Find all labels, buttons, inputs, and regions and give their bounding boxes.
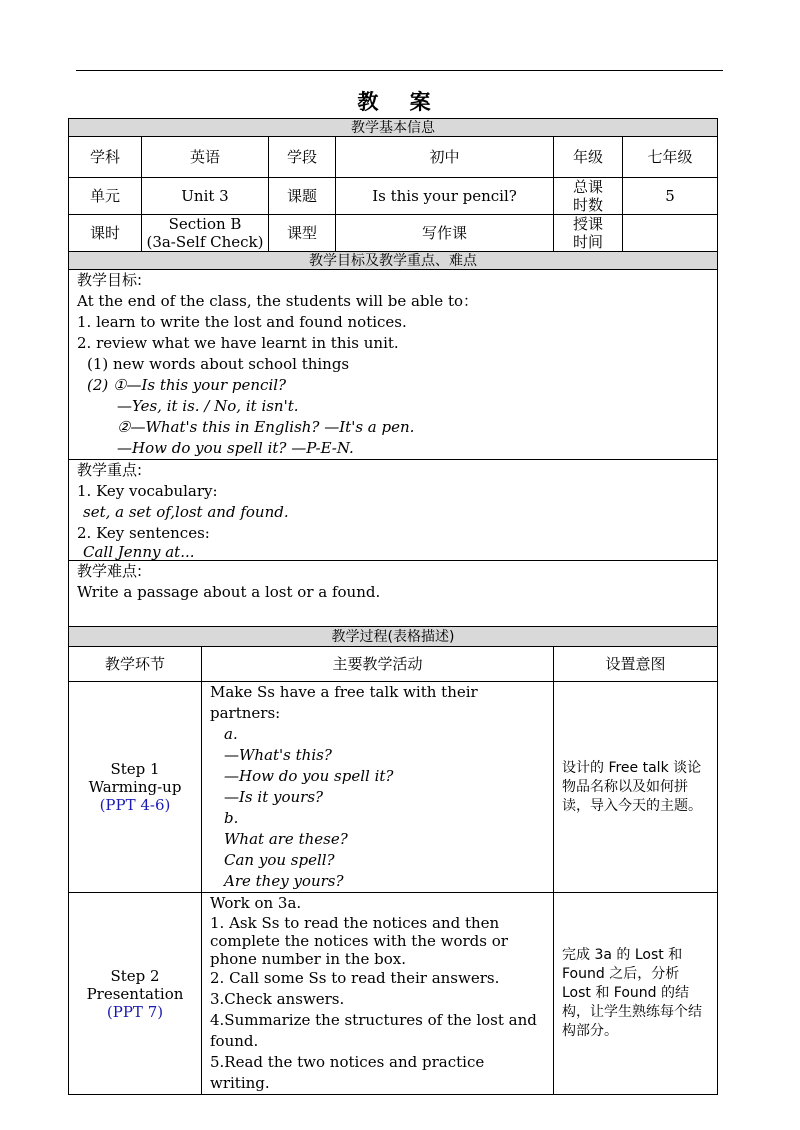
lesson-type-label: 课型 bbox=[269, 215, 336, 252]
objective-line: At the end of the class, the students will be able to： bbox=[77, 292, 479, 310]
activity-line: What are these? bbox=[224, 830, 348, 848]
section-goals: 教学目标及教学重点、难点 bbox=[69, 252, 718, 270]
step-2-name: Step 2 bbox=[110, 966, 160, 985]
activity-line: Work on 3a. bbox=[210, 894, 302, 912]
period-label: 课时 bbox=[69, 215, 142, 252]
lesson-plan-table bbox=[68, 118, 718, 1095]
key-point-line: 2. Key sentences: bbox=[77, 524, 210, 542]
unit-label: 单元 bbox=[69, 178, 142, 215]
activity-line: 5.Read the two notices and practice writing. bbox=[210, 1053, 485, 1092]
objective-line: (2) ①—Is this your pencil? bbox=[87, 376, 287, 394]
step-2-ppt: (PPT 7) bbox=[106, 1002, 164, 1021]
step-1-activities bbox=[202, 682, 554, 893]
activity-line: Can you spell? bbox=[224, 851, 335, 869]
objective-line: 1. learn to write the lost and found notices. bbox=[77, 313, 407, 331]
header-rule bbox=[76, 70, 723, 71]
activity-line: —How do you spell it? bbox=[224, 767, 394, 785]
total-hours-value: 5 bbox=[623, 178, 718, 215]
stage-value: 初中 bbox=[336, 137, 554, 178]
objective-line: —Yes, it is. / No, it isn't. bbox=[117, 397, 299, 415]
total-hours-label: 总课 时数 bbox=[554, 178, 623, 215]
activity-line: b. bbox=[224, 809, 239, 827]
activity-line: Are they yours? bbox=[224, 872, 344, 890]
period-value: Section B (3a-Self Check) bbox=[142, 215, 269, 252]
grade-value: 七年级 bbox=[623, 137, 718, 178]
header-step: 教学环节 bbox=[69, 647, 202, 682]
activity-line: 3.Check answers. bbox=[210, 990, 345, 1008]
objectives-heading: 教学目标: bbox=[77, 271, 143, 289]
activity-line: 4.Summarize the structures of the lost and found. bbox=[210, 1011, 537, 1050]
difficulties-block bbox=[69, 561, 718, 627]
key-point-line: 1. Key vocabulary: bbox=[77, 482, 218, 500]
activity-line: —Is it yours? bbox=[224, 788, 324, 806]
objective-line: 2. review what we have learnt in this unit. bbox=[77, 334, 399, 352]
step-1-stage: Warming-up bbox=[88, 778, 182, 796]
page-title: 教 案 bbox=[357, 90, 443, 114]
stage-label: 学段 bbox=[269, 137, 336, 178]
objective-line: ②—What's this in English? —It's a pen. bbox=[117, 418, 415, 436]
step-1-cell bbox=[69, 682, 202, 893]
section-process: 教学过程(表格描述) bbox=[69, 627, 718, 647]
subject-value: 英语 bbox=[142, 137, 269, 178]
header-activities: 主要教学活动 bbox=[202, 647, 554, 682]
objective-line: (1) new words about school things bbox=[87, 355, 350, 373]
activity-line: 1. Ask Ss to read the notices and then complete the notices with the words or phone number in the box. bbox=[210, 914, 508, 968]
step-1-ppt: (PPT 4-6) bbox=[99, 796, 171, 814]
step-2-intent: 完成 3a 的 Lost 和 Found 之后，分析 Lost 和 Found 的结构，让学生熟练每个结构部分。 bbox=[554, 893, 718, 1095]
step-2-activities bbox=[202, 893, 554, 1095]
difficulties-heading: 教学难点: bbox=[77, 562, 143, 580]
activity-line: a. bbox=[224, 725, 238, 743]
subject-label: 学科 bbox=[69, 137, 142, 178]
teaching-time-value bbox=[623, 215, 718, 252]
unit-value: Unit 3 bbox=[142, 178, 269, 215]
grade-label: 年级 bbox=[554, 137, 623, 178]
header-intent: 设置意图 bbox=[554, 647, 718, 682]
key-point-line: set, a set of,lost and found. bbox=[83, 503, 289, 521]
topic-value: Is this your pencil? bbox=[336, 178, 554, 215]
key-points-block bbox=[69, 460, 718, 561]
step-2-stage: Presentation bbox=[86, 984, 184, 1003]
topic-label: 课题 bbox=[269, 178, 336, 215]
activity-line: Make Ss have a free talk with their partners: bbox=[210, 683, 478, 722]
activity-line: 2. Call some Ss to read their answers. bbox=[210, 969, 500, 987]
objective-line: —How do you spell it? —P-E-N. bbox=[117, 439, 354, 457]
teaching-time-label: 授课 时间 bbox=[554, 215, 623, 252]
lesson-plan-table-wrap bbox=[68, 118, 717, 1095]
lesson-type-value: 写作课 bbox=[336, 215, 554, 252]
key-points-heading: 教学重点: bbox=[77, 461, 143, 479]
difficulty-line: Write a passage about a lost or a found. bbox=[77, 583, 381, 601]
step-1-intent: 设计的 Free talk 谈论物品名称以及如何拼读，导入今天的主题。 bbox=[554, 682, 718, 893]
step-1-name: Step 1 bbox=[110, 760, 160, 778]
activity-line: —What's this? bbox=[224, 746, 332, 764]
objectives-block bbox=[69, 270, 718, 460]
step-2-cell bbox=[69, 893, 202, 1095]
section-basic-info: 教学基本信息 bbox=[69, 119, 718, 137]
key-point-line: Call Jenny at... bbox=[83, 543, 195, 561]
